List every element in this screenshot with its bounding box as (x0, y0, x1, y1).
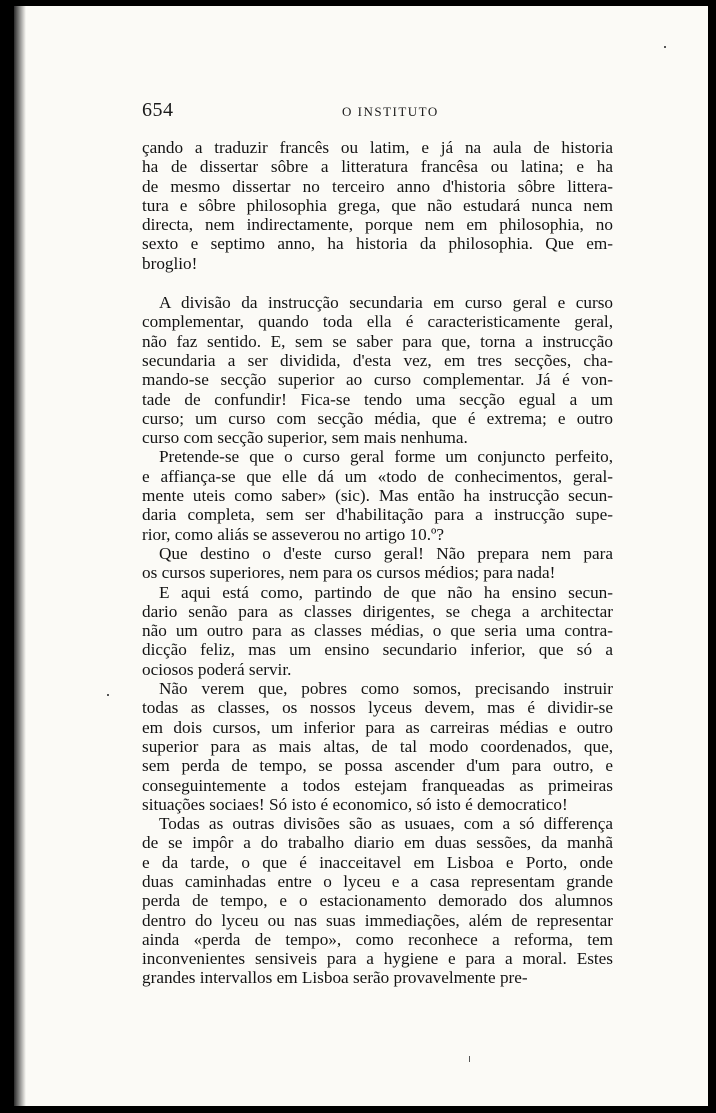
text-line: E aqui está como, partindo de que não ha ensino secun- (159, 582, 613, 602)
scan-speck (664, 46, 666, 48)
text-line: curso; um curso com secção média, que é extrema; e outro (142, 408, 613, 428)
text-line: em dois cursos, um inferior para as carreiras médias e outro (142, 717, 613, 737)
text-line: mando-se secção superior ao curso complementar. Já é von- (142, 370, 613, 390)
text-line: ainda «perda de tempo», como reconhece a reforma, tem (142, 929, 613, 949)
text-line: ociosos poderá servir. (142, 659, 292, 679)
paragraph (142, 447, 613, 543)
text-line: conseguintemente a todos estejam franqueadas as primeiras (142, 775, 613, 795)
body-text (142, 138, 613, 988)
running-title: O INSTITUTO (342, 104, 439, 119)
text-line: e affiança-se que elle dá um «todo de conhecimentos, geral- (142, 466, 613, 486)
text-line: não um outro para as classes médias, o que seria uma contra- (142, 621, 613, 641)
paragraph (142, 814, 613, 988)
text-line: daria completa, sem ser d'habilitação para a instrucção supe- (142, 505, 613, 525)
text-line: de mesmo dissertar no terceiro anno d'historia sôbre littera- (142, 176, 613, 196)
text-line: curso com secção superior, sem mais nenhuma. (142, 428, 468, 448)
text-line: dario senão para as classes dirigentes, se chega a architectar (142, 601, 613, 621)
text-line: secundaria a ser dividida, d'esta vez, em tres secções, cha- (142, 350, 613, 370)
text-line: duas caminhadas entre o lyceu e a casa representam grande (142, 871, 613, 891)
scan-edge-shadow (14, 6, 26, 1106)
text-line: inconvenientes sensiveis para a hygiene e para a moral. Estes (142, 949, 613, 969)
page-header (142, 99, 632, 123)
text-line: situações sociaes! Só isto é economico, só isto é democratico! (142, 794, 568, 814)
text-line: perda de tempo, e o estacionamento demorado dos alumnos (142, 891, 613, 911)
text-line: sexto e septimo anno, ha historia da philosophia. Que em- (142, 234, 613, 254)
paragraph (142, 138, 613, 273)
text-line: directa, nem indirectamente, porque nem em philosophia, no (142, 215, 613, 235)
text-line: sem perda de tempo, se possa ascender d'um para outro, e (142, 756, 613, 776)
book-page (14, 6, 708, 1106)
paragraph (142, 293, 613, 447)
text-line: não faz sentido. E, sem se saber para que, torna a instrucção (142, 331, 613, 351)
text-line: dicção feliz, mas um ensino secundario inferior, que só a (142, 640, 613, 660)
scan-speck (107, 694, 109, 696)
text-line: Não verem que, pobres como somos, precisando instruir (159, 679, 613, 699)
text-line: dentro do lyceu ou nas suas immediações, além de representar (142, 910, 613, 930)
text-line: Pretende-se que o curso geral forme um conjuncto perfeito, (159, 447, 613, 467)
text-line: e da tarde, o que é inacceitavel em Lisboa e Porto, onde (142, 852, 613, 872)
text-line: rior, como aliás se asseverou no artigo 10.º? (142, 524, 444, 544)
text-line: tade de confundir! Fica-se tendo uma secção egual a um (142, 389, 613, 409)
text-line: grandes intervallos em Lisboa serão provavelmente pre- (142, 968, 528, 988)
text-line: A divisão da instrucção secundaria em curso geral e curso (159, 293, 613, 313)
text-line: mente uteis como saber» (sic). Mas então ha instrucção secun- (142, 486, 613, 506)
page-number: 654 (142, 99, 174, 121)
text-line: çando a traduzir francês ou latim, e já na aula de historia (142, 138, 613, 157)
text-line: tura e sôbre philosophia grega, que não estudará nunca nem (142, 195, 613, 215)
paragraph (142, 679, 613, 814)
scan-speck (469, 1056, 470, 1062)
text-line: Que destino o d'este curso geral! Não prepara nem para (159, 543, 613, 563)
text-line: os cursos superiores, nem para os cursos médios; para nada! (142, 563, 556, 583)
text-line: Todas as outras divisões são as usuaes, com a só differença (159, 814, 613, 834)
text-line: de se impôr a do trabalho diario em duas sessões, da manhã (142, 833, 613, 853)
text-line: superior para as mais altas, de tal modo coordenados, que, (142, 736, 613, 756)
text-line: ha de dissertar sôbre a litteratura francêsa ou latina; e ha (142, 157, 613, 177)
paragraph (142, 544, 613, 583)
text-line: todas as classes, os nossos lyceus devem, mas é dividir-se (142, 698, 613, 718)
paragraph (142, 583, 613, 679)
text-line: broglio! (142, 253, 198, 273)
text-line: complementar, quando toda ella é caracteristicamente geral, (142, 312, 613, 332)
